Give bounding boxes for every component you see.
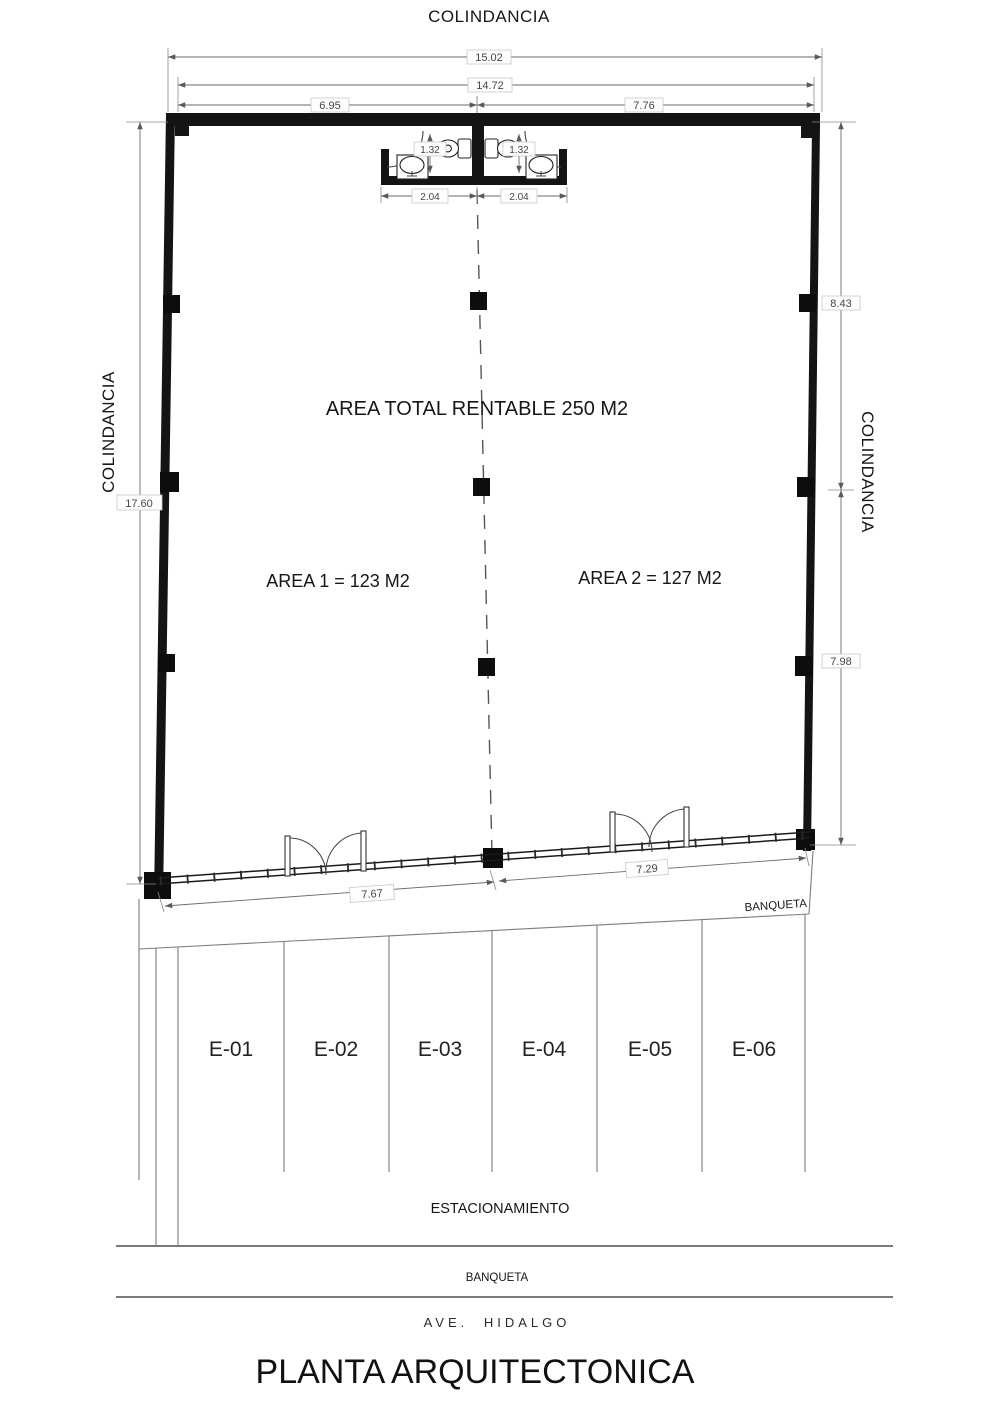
parking-area <box>178 914 805 1245</box>
area2-label: AREA 2 = 127 M2 <box>578 568 722 588</box>
corner-top-left <box>175 126 189 136</box>
avenue-label: AVE. HIDALGO <box>423 1315 571 1330</box>
dim-bath-right-width: 2.04 <box>509 192 529 203</box>
dim-right-lower: 7.98 <box>830 656 852 668</box>
colindancia-top-label: COLINDANCIA <box>428 7 550 26</box>
storefront <box>158 807 810 884</box>
center-partition-line <box>477 96 492 856</box>
dim-front-right: 7.29 <box>635 862 659 877</box>
columns <box>144 292 816 899</box>
area1-label: AREA 1 = 123 M2 <box>266 571 410 591</box>
street-area <box>116 1246 893 1330</box>
corner-column-bottom-left <box>144 872 171 899</box>
drawing-title: PLANTA ARQUITECTONICA <box>255 1353 695 1391</box>
dim-bath-left-depth: 1.32 <box>420 145 440 156</box>
colindancia-left-label: COLINDANCIA <box>99 371 118 493</box>
parking-stall-label: E-01 <box>208 1038 254 1061</box>
dim-left-height: 17.60 <box>125 498 153 510</box>
parking-stall-label: E-06 <box>731 1038 777 1061</box>
dim-right-upper: 8.43 <box>830 298 852 310</box>
dim-front-left: 7.67 <box>360 887 384 902</box>
banqueta-band-label: BANQUETA <box>744 897 808 915</box>
parking-stall-label: E-03 <box>417 1038 463 1061</box>
dim-top-right: 7.76 <box>633 100 655 112</box>
top-dimensions <box>168 48 822 112</box>
parking-stall-label: E-05 <box>627 1038 673 1061</box>
dim-bath-left-width: 2.04 <box>420 192 440 203</box>
dim-bath-right-depth: 1.32 <box>509 145 529 156</box>
corner-top-right <box>801 126 814 138</box>
bathrooms <box>381 126 567 185</box>
column-front-center <box>483 848 503 868</box>
colindancia-right-label: COLINDANCIA <box>858 411 877 533</box>
sink-right-icon <box>526 155 557 179</box>
exterior-walls <box>154 113 820 899</box>
dim-top-left: 6.95 <box>319 100 341 112</box>
banqueta-bottom-label: BANQUETA <box>465 1272 529 1284</box>
dim-top-inner: 14.72 <box>476 80 504 92</box>
wall-top <box>166 113 820 126</box>
entrance-door-left <box>285 831 366 876</box>
sink-left-icon <box>397 155 428 179</box>
parking-stall-label: E-04 <box>521 1038 567 1061</box>
parking-stall-label: E-02 <box>313 1038 359 1061</box>
area-total-label: AREA TOTAL RENTABLE 250 M2 <box>325 398 629 420</box>
dim-top-overall: 15.02 <box>475 52 503 64</box>
estacionamiento-label: ESTACIONAMIENTO <box>430 1201 570 1217</box>
bath-divider-wall <box>472 126 484 185</box>
